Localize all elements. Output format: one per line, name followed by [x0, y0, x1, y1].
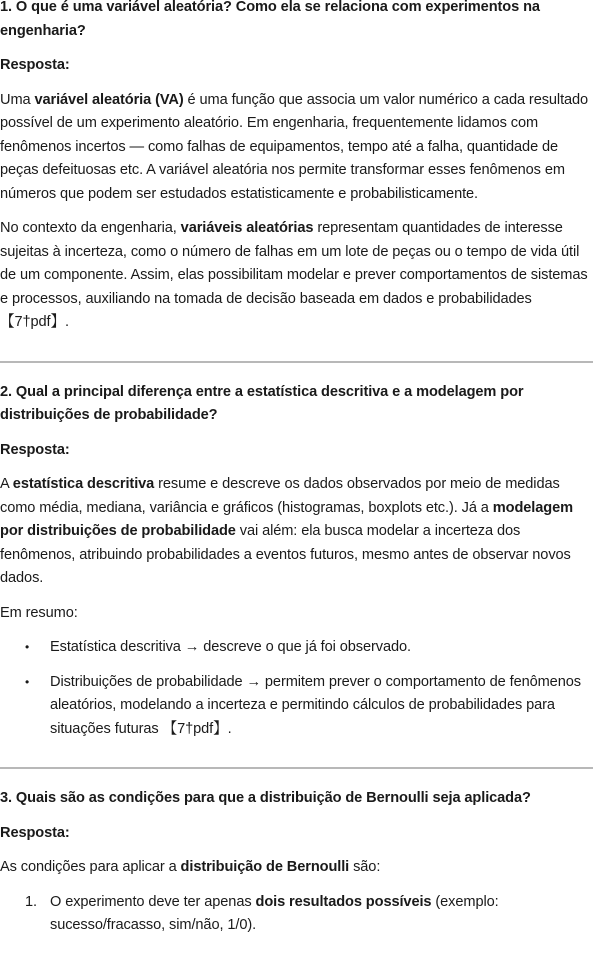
- list-item: [0, 671, 593, 742]
- text: No contexto da engenharia,: [0, 220, 181, 236]
- question-2: 2. Qual a principal diferença entre a estatística descritiva e a modelagem por distribuições de probabilidade?: [0, 383, 524, 423]
- list-item-text: Distribuições de probabilidade → permitem prever o comportamento de fenômenos aleatórios, modelando a incerteza e permitindo cálculos de probabilidades para situações futuras 【7†pdf】.: [50, 673, 581, 737]
- answer-label-2: Resposta:: [0, 441, 70, 458]
- list-number: 1.: [25, 893, 37, 910]
- term-dois-resultados: dois resultados possíveis: [255, 893, 432, 910]
- question-1: 1. O que é uma variável aleatória? Como ela se relaciona com experimentos na engenharia?: [0, 0, 540, 39]
- text: representam quantidades de interesse sujeitas à incerteza, como o número de falhas em um lote de peças ou o tempo de vida útil de um componente. Assim, elas possibilitam modelar e prever comportamentos de sistemas e processos, auxiliando na tomada de decisão baseada em dados e probabilidades 【7†pdf】.: [0, 220, 588, 330]
- bullet-icon: •: [25, 640, 30, 654]
- text: vai além: ela busca modelar a incerteza dos fenômenos, atribuindo probabilidades a eventos futuros, mesmo antes de observar novos dados.: [0, 523, 571, 586]
- section-divider: [0, 361, 593, 363]
- section-1: [0, 0, 593, 335]
- section-3: [0, 787, 593, 938]
- term-estatistica-descritiva: estatística descritiva: [12, 476, 155, 492]
- bullet-list: [0, 636, 593, 741]
- paragraph-2-1: [0, 473, 593, 591]
- term-modelagem: modelagem por distribuições de probabilidade: [0, 499, 573, 539]
- section-2: [0, 381, 593, 742]
- question-3: 3. Quais são as condições para que a distribuição de Bernoulli seja aplicada?: [0, 790, 531, 806]
- list-item: [0, 891, 593, 938]
- text: (exemplo: sucesso/fracasso, sim/não, 1/0).: [50, 893, 499, 933]
- paragraph-1-1: [0, 89, 593, 207]
- text: resume e descreve os dados observados por meio de medidas como média, mediana, variância e gráficos (histogramas, boxplots etc.). Já a: [0, 476, 560, 516]
- summary-label: Em resumo:: [0, 604, 78, 621]
- term-bernoulli: distribuição de Bernoulli: [180, 859, 350, 875]
- section-divider: [0, 767, 593, 769]
- text: é uma função que associa um valor numérico a cada resultado possível de um experimento aleatório. Em engenharia, frequentemente lidamos com fenômenos incertos — como falhas de equipamentos, tempo até a falha, quantidade de peças defeituosas etc. A variável aleatória nos permite transformar esses fenômenos em números que podem ser estudados estatisticamente e probabilisticamente.: [0, 91, 589, 202]
- paragraph-1-2: [0, 217, 593, 335]
- list-item-text: Estatística descritiva → descreve o que já foi observado.: [50, 639, 411, 655]
- text: Uma: [0, 91, 35, 108]
- numbered-list: [0, 891, 593, 938]
- term-variavel-aleatoria: variável aleatória (VA): [34, 91, 184, 108]
- answer-label-1: Resposta:: [0, 57, 70, 73]
- answer-label-3: Resposta:: [0, 824, 70, 841]
- paragraph-3-1: [0, 856, 593, 880]
- text: A: [0, 476, 13, 492]
- term-variaveis-aleatorias: variáveis aleatórias: [180, 220, 314, 236]
- text: O experimento deve ter apenas: [50, 893, 256, 910]
- text: são:: [349, 859, 381, 875]
- bullet-icon: •: [25, 674, 30, 689]
- text: As condições para aplicar a: [0, 859, 181, 875]
- list-item: [0, 636, 593, 660]
